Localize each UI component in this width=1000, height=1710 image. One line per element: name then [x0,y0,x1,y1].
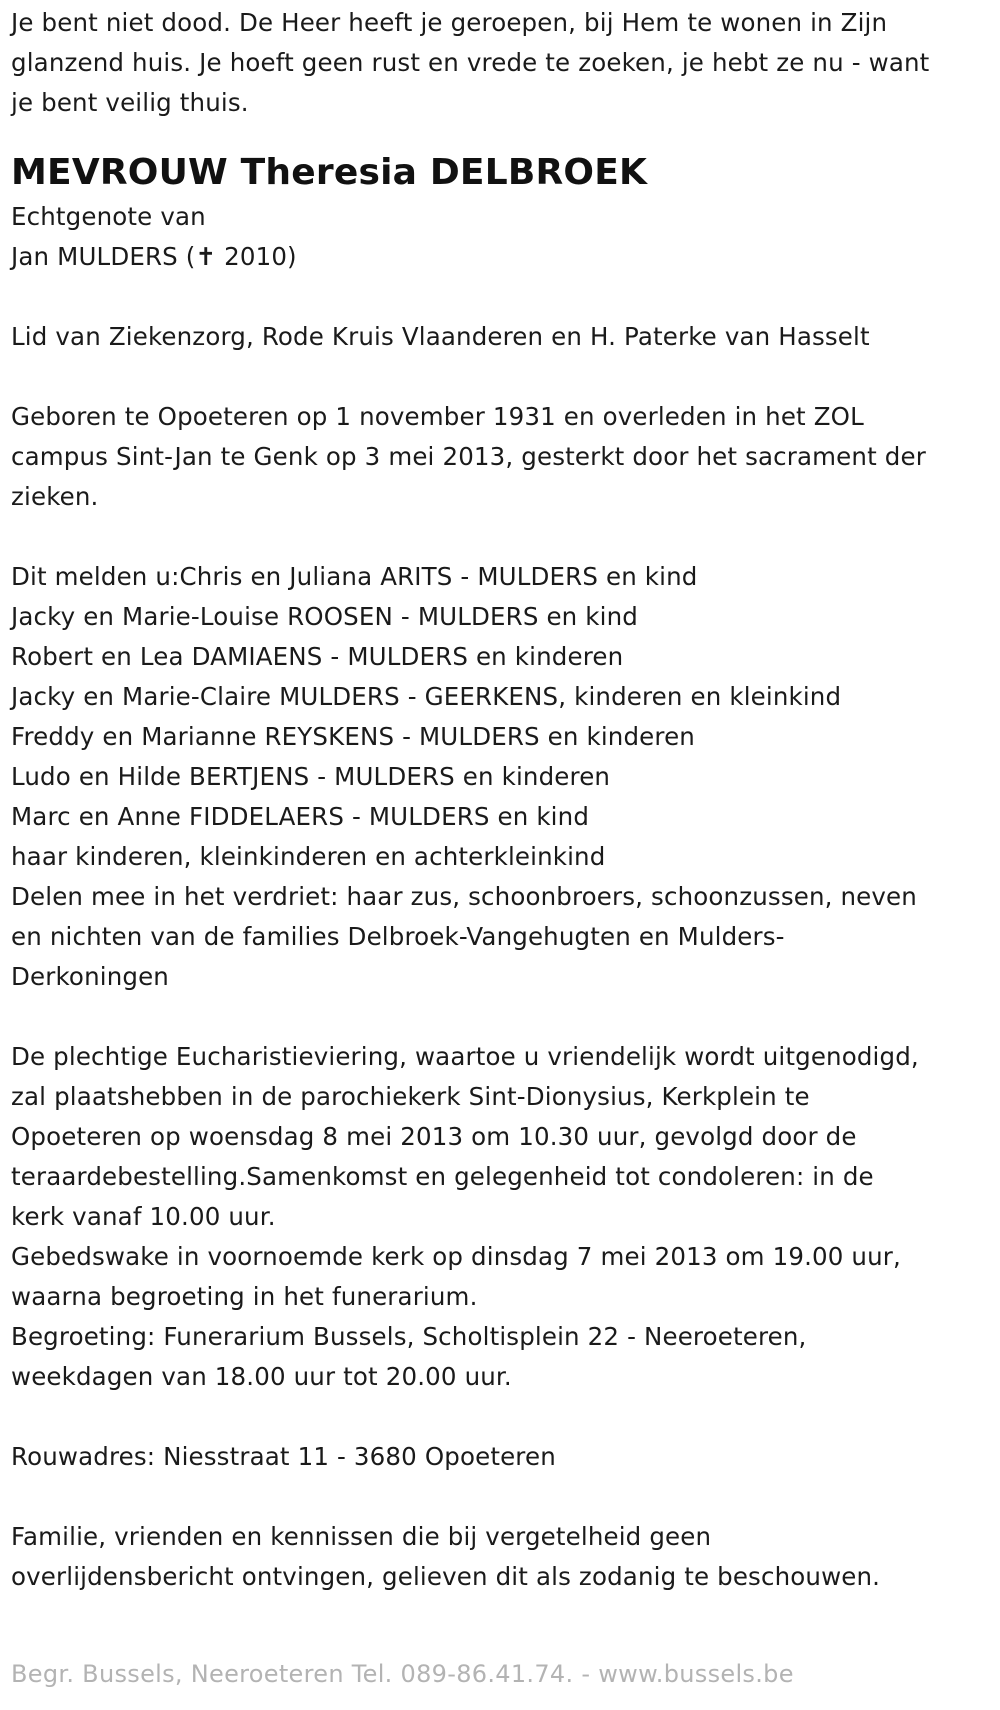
ceremony-line: Opoeteren op woensdag 8 mei 2013 om 10.30 uur, gevolgd door de [11,1122,857,1151]
spacer [11,997,996,1037]
closing-line: Familie, vrienden en kennissen die bij vergetelheid geen [11,1522,712,1551]
spacer [11,1397,996,1437]
spouse-line: Jan MULDERS (✝ 2010) [11,242,297,271]
ceremony-line: teraardebestelling.Samenkomst en gelegenheid tot condoleren: in de [11,1162,874,1191]
announcer-line: Derkoningen [11,962,169,991]
spacer [11,357,996,397]
poem-line: je bent veilig thuis. [11,88,249,117]
poem-line: glanzend huis. Je hoeft geen rust en vrede te zoeken, je hebt ze nu - want [11,48,930,77]
spacer [11,1477,996,1517]
ceremony-line: waarna begroeting in het funerarium. [11,1282,478,1311]
birth-death-section [11,397,996,517]
announcers-section [11,557,996,997]
ceremony-line: weekdagen van 18.00 uur tot 20.00 uur. [11,1362,512,1391]
ceremony-section [11,1037,996,1397]
announcer-line: en nichten van de families Delbroek-Vangehugten en Mulders- [11,922,785,951]
birth-death-line: Geboren te Opoeteren op 1 november 1931 en overleden in het ZOL [11,402,864,431]
deceased-name: MEVROUW Theresia DELBROEK [11,152,648,193]
ceremony-line: Begroeting: Funerarium Bussels, Scholtisplein 22 - Neeroeteren, [11,1322,807,1351]
obituary-document [11,3,996,1597]
announcer-line: Dit melden u:Chris en Juliana ARITS - MULDERS en kind [11,562,698,591]
announcer-line: Delen mee in het verdriet: haar zus, schoonbroers, schoonzussen, neven [11,882,917,911]
mourning-address: Rouwadres: Niesstraat 11 - 3680 Opoeteren [11,1442,556,1471]
closing-section [11,1517,996,1597]
relation-label: Echtgenote van [11,202,206,231]
announcer-line: Jacky en Marie-Louise ROOSEN - MULDERS en kind [11,602,638,631]
birth-death-line: campus Sint-Jan te Genk op 3 mei 2013, gesterkt door het sacrament der [11,442,926,471]
membership-line: Lid van Ziekenzorg, Rode Kruis Vlaanderen en H. Paterke van Hasselt [11,322,870,351]
announcer-line: haar kinderen, kleinkinderen en achterkleinkind [11,842,606,871]
announcer-line: Ludo en Hilde BERTJENS - MULDERS en kinderen [11,762,611,791]
spacer [11,517,996,557]
ceremony-line: kerk vanaf 10.00 uur. [11,1202,276,1231]
announcer-line: Robert en Lea DAMIAENS - MULDERS en kinderen [11,642,624,671]
ceremony-line: zal plaatshebben in de parochiekerk Sint-Dionysius, Kerkplein te [11,1082,810,1111]
poem-section [11,3,996,123]
announcer-line: Freddy en Marianne REYSKENS - MULDERS en kinderen [11,722,695,751]
closing-line: overlijdensbericht ontvingen, gelieven dit als zodanig te beschouwen. [11,1562,881,1591]
poem-line: Je bent niet dood. De Heer heeft je geroepen, bij Hem te wonen in Zijn [11,8,888,37]
funeral-home-footer: Begr. Bussels, Neeroeteren Tel. 089-86.41.74. - www.bussels.be [11,1660,794,1688]
birth-death-line: zieken. [11,482,99,511]
spacer [11,277,996,317]
ceremony-line: Gebedswake in voornoemde kerk op dinsdag 7 mei 2013 om 19.00 uur, [11,1242,901,1271]
announcer-line: Marc en Anne FIDDELAERS - MULDERS en kind [11,802,590,831]
ceremony-line: De plechtige Eucharistieviering, waartoe u vriendelijk wordt uitgenodigd, [11,1042,919,1071]
announcer-line: Jacky en Marie-Claire MULDERS - GEERKENS, kinderen en kleinkind [11,682,842,711]
